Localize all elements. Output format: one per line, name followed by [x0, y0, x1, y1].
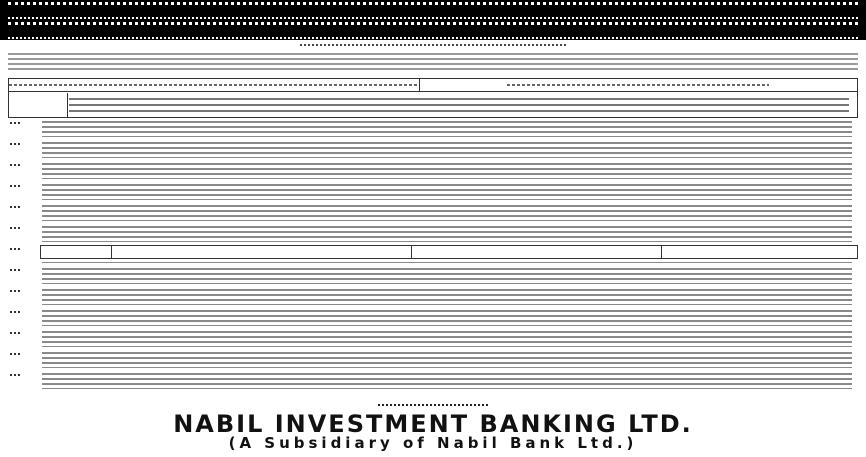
- list-bullet: [10, 248, 20, 254]
- notice-footer: [0, 404, 866, 457]
- list-item: [8, 307, 858, 328]
- list-item-text: [42, 183, 852, 200]
- table-divider: [111, 246, 112, 258]
- list-bullet: [10, 185, 20, 191]
- list-item-text: [42, 372, 852, 389]
- info-table-number-cell: [9, 93, 68, 117]
- list-item: [8, 181, 858, 202]
- info-table-cell: [420, 79, 857, 91]
- company-name: NABIL INVESTMENT BANKING LTD.: [173, 410, 693, 438]
- list-bullet: [10, 122, 20, 128]
- list-item: [8, 370, 858, 391]
- info-table-header-row: [9, 79, 857, 92]
- table-divider: [661, 246, 662, 258]
- list-bullet: [10, 164, 20, 170]
- intro-paragraph: [8, 52, 858, 72]
- list-bullet: [10, 290, 20, 296]
- list-item: [8, 349, 858, 370]
- list-bullet: [10, 353, 20, 359]
- list-bullet: [10, 311, 20, 317]
- list-item-text: [42, 351, 852, 368]
- list-bullet: [10, 374, 20, 380]
- list-item: [8, 328, 858, 349]
- list-item-text: [42, 204, 852, 221]
- share-details-table: [40, 245, 858, 259]
- list-bullet: [10, 227, 20, 233]
- list-item-text: [42, 330, 852, 347]
- list-item-text: [42, 267, 852, 284]
- list-item: [8, 160, 858, 181]
- list-item: [8, 265, 858, 286]
- notice-title-line-2: [8, 22, 858, 39]
- info-table-cell: [9, 79, 420, 91]
- list-item: [8, 139, 858, 160]
- notice-header-bar: [0, 0, 866, 40]
- list-item: [8, 286, 858, 307]
- table-divider: [411, 246, 412, 258]
- list-item: [8, 223, 858, 244]
- company-subsidiary-note: (A Subsidiary of Nabil Bank Ltd.): [228, 434, 638, 452]
- list-bullet: [10, 332, 20, 338]
- list-bullet: [10, 269, 20, 275]
- list-item: [8, 118, 858, 139]
- list-item-text: [42, 120, 852, 137]
- info-table-row: [9, 93, 857, 117]
- terms-list: [8, 118, 858, 404]
- list-item-text: [42, 309, 852, 326]
- info-table-text-cell: [69, 97, 849, 113]
- list-item-text: [42, 225, 852, 242]
- info-table: [8, 78, 858, 118]
- list-item-text: [42, 288, 852, 305]
- notice-subheading: [300, 44, 566, 52]
- list-item: [8, 202, 858, 223]
- notice-title-line-1: [8, 2, 858, 19]
- list-bullet: [10, 143, 20, 149]
- list-bullet: [10, 206, 20, 212]
- list-item-text: [42, 162, 852, 179]
- list-item-text: [42, 141, 852, 158]
